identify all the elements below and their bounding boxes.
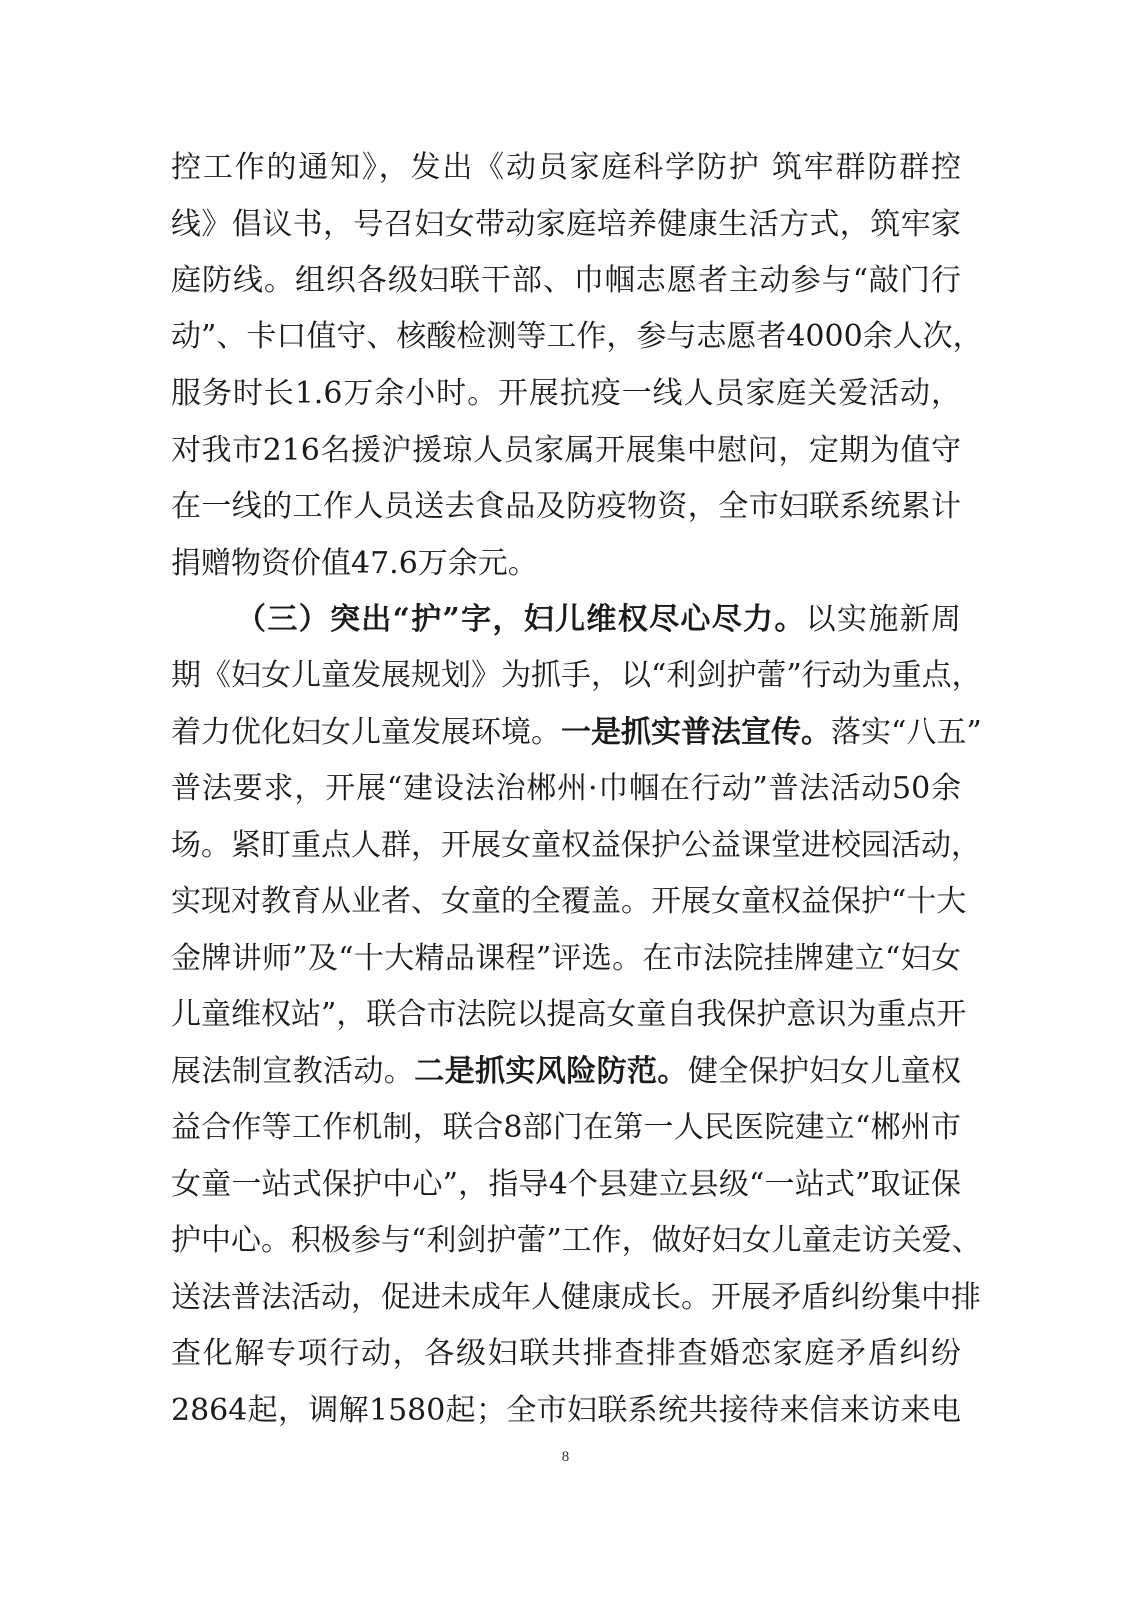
body-text-line: 服务时长1.6万余小时。开展抗疫一线人员家庭关爱活动，: [171, 376, 961, 411]
body-text-line: 动”、卡口值守、核酸检测等工作，参与志愿者4000余人次，: [171, 319, 983, 354]
section-heading-line: [236, 592, 961, 648]
body-text-line: 儿童维权站”，联合市法院以提高女童自我保护意识为重点开: [171, 997, 967, 1032]
body-text-line: 普法要求，开展“建设法治郴州·巾帼在行动”普法活动50余: [171, 771, 961, 806]
page-number: 8: [561, 1449, 570, 1465]
body-text-line: 期《妇女儿童发展规划》为抓手，以“利剑护蕾”行动为重点，: [171, 658, 982, 693]
body-text-line: 对我市216名援沪援琼人员家属开展集中慰问，定期为值守: [171, 433, 961, 468]
body-text-line: 益合作等工作机制，联合8部门在第一人民医院建立“郴州市: [171, 1110, 961, 1145]
body-text-line: 庭防线。组织各级妇联干部、巾帼志愿者主动参与“敲门行: [171, 263, 961, 298]
body-text-line: 送法普法活动，促进未成年人健康成长。开展矛盾纠纷集中排: [171, 1280, 981, 1315]
body-text-line: 捐赠物资价值47.6万余元。: [171, 546, 538, 581]
body-text-line: 实现对教育从业者、女童的全覆盖。开展女童权益保护“十大: [171, 884, 967, 919]
line-text: 着力优化妇女儿童发展环境。: [171, 715, 561, 750]
body-text-line: 查化解专项行动，各级妇联共排查排查婚恋家庭矛盾纠纷: [171, 1336, 961, 1371]
body-text-line: 场。紧盯重点人群，开展女童权益保护公益课堂进校园活动，: [171, 828, 981, 863]
line-text: 健全保护妇女儿童权: [687, 1054, 962, 1089]
line-text: 展法制宣教活动。: [171, 1054, 415, 1089]
bold-subheading: 一是抓实普法宣传。: [561, 715, 831, 750]
body-text-line: 2864起，调解1580起；全市妇联系统共接待来信来访来电: [171, 1393, 961, 1428]
body-text-line: 线》倡议书，号召妇女带动家庭培养健康生活方式，筑牢家: [171, 207, 961, 242]
section-heading: （三）突出“护”字，妇儿维权尽心尽力。: [236, 602, 806, 637]
body-text-line: [171, 705, 982, 761]
body-text-line: [171, 1044, 961, 1100]
body-text-line: 女童一站式保护中心”，指导4个县建立县级“一站式”取证保: [171, 1167, 961, 1202]
body-text-line: 控工作的通知》，发出《动员家庭科学防护 筑牢群防群控: [171, 150, 961, 185]
body-text-line: 护中心。积极参与“利剑护蕾”工作，做好妇女儿童走访关爱、: [171, 1223, 982, 1258]
section-heading-continuation: 以实施新周: [805, 602, 962, 637]
body-text-line: 金牌讲师”及“十大精品课程”评选。在市法院挂牌建立“妇女: [171, 941, 961, 976]
body-text-line: 在一线的工作人员送去食品及防疫物资，全市妇联系统累计: [171, 489, 961, 524]
line-text: 落实“八五”: [831, 715, 982, 750]
bold-subheading: 二是抓实风险防范。: [414, 1054, 688, 1089]
